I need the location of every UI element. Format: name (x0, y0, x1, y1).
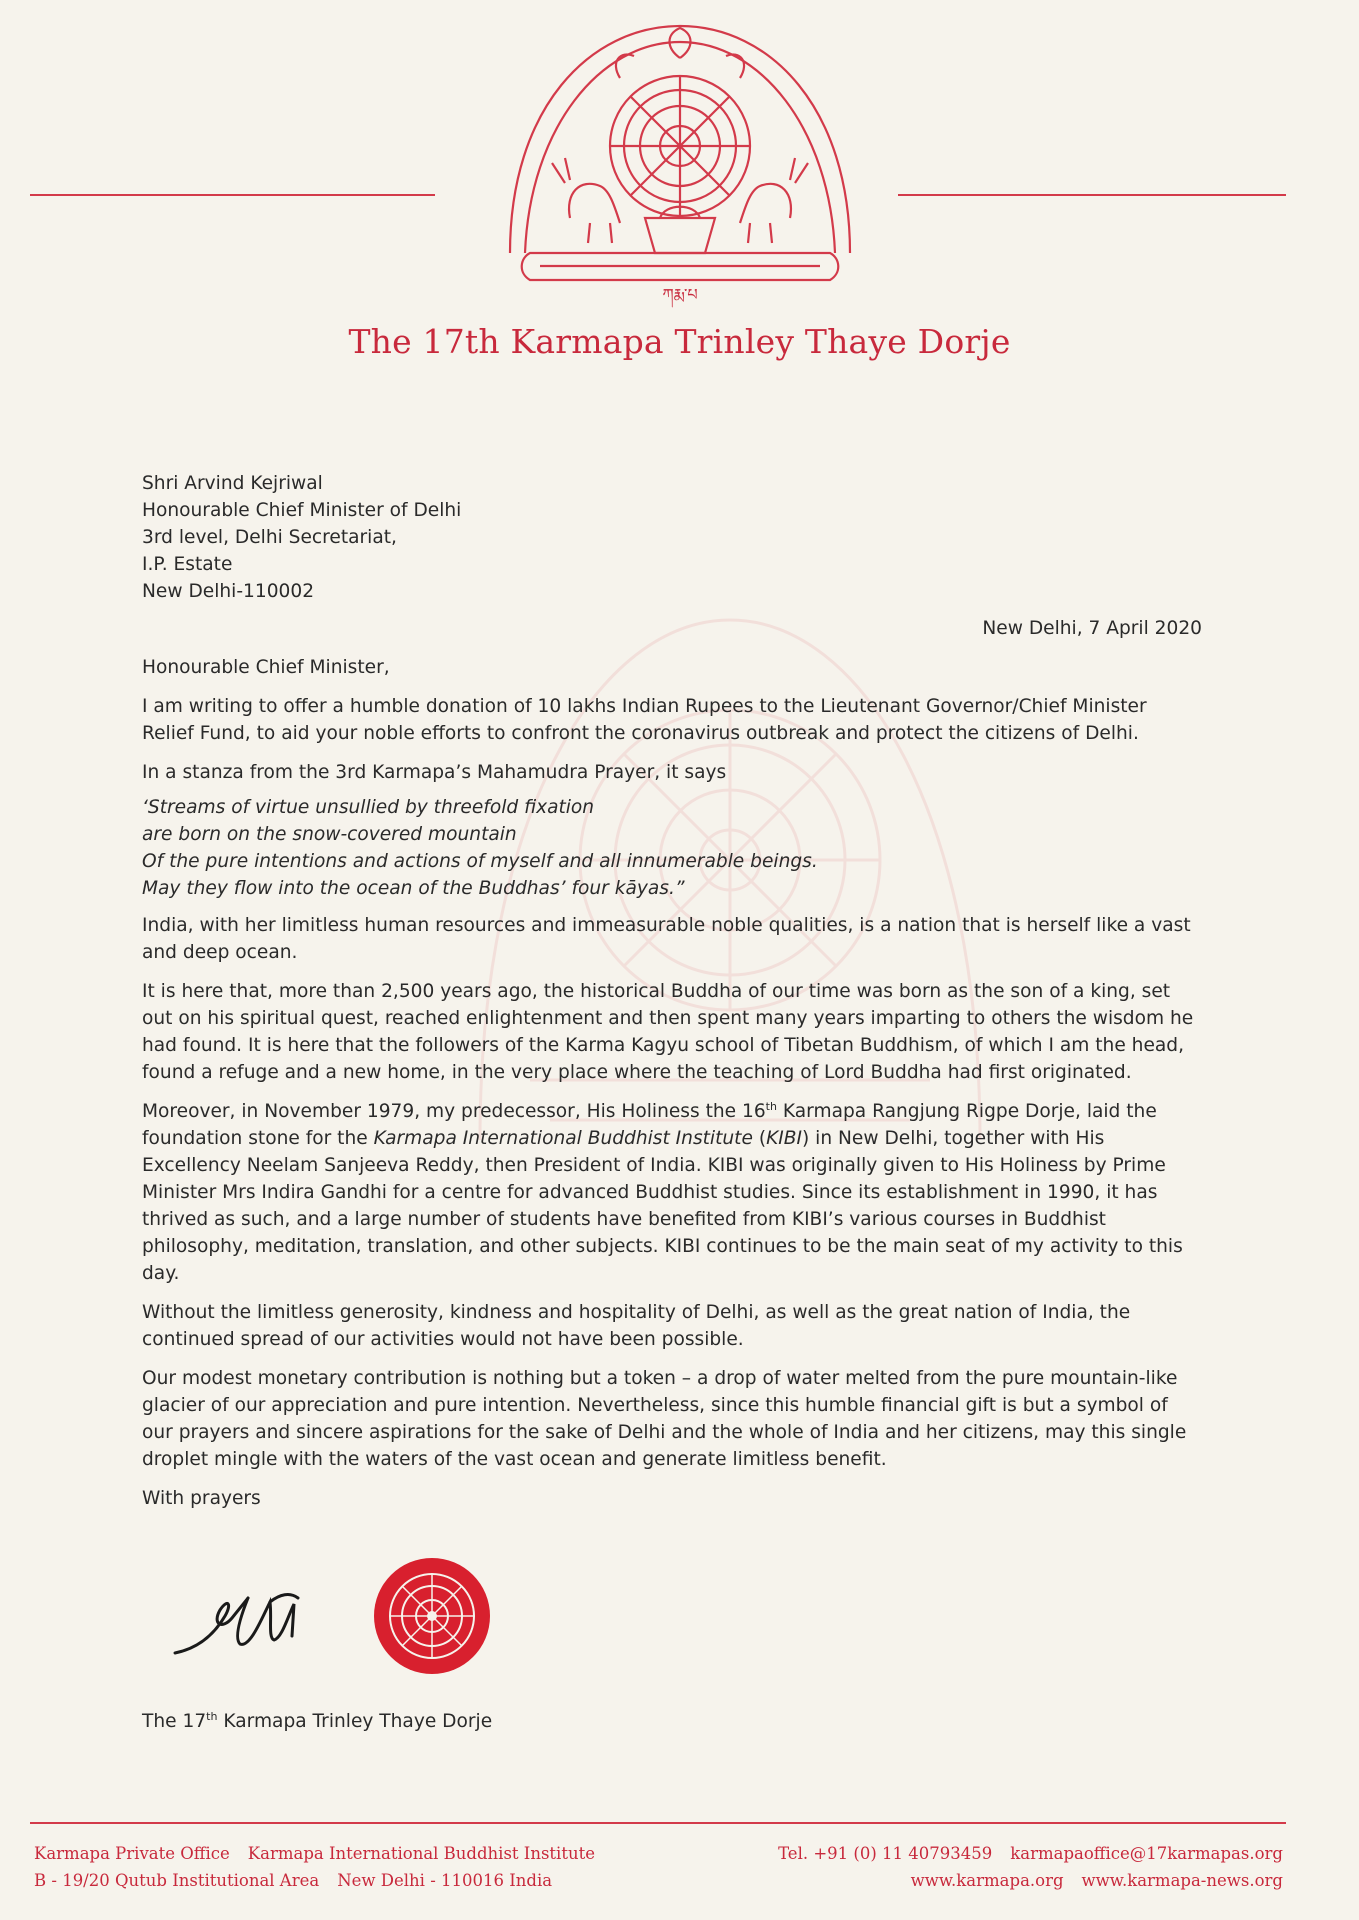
letter-body (142, 470, 1202, 1524)
recipient-address-line2: I.P. Estate (142, 554, 233, 575)
paragraph-gratitude: Without the limitless generosity, kindness and hospitality of Delhi, as well as the great nation of India, the continued spread of our activities would not have been possible. (142, 1302, 1131, 1350)
recipient-address-line3: New Delhi-110002 (142, 581, 315, 602)
handwritten-signature (175, 1595, 298, 1653)
quote-line: ‘Streams of virtue unsullied by threefold fixation (142, 797, 595, 818)
header-rule-right (898, 194, 1286, 196)
prayer-quote (142, 794, 1202, 902)
footer-website-link[interactable]: www.karmapa.org (910, 1871, 1064, 1890)
karmapa-crest-emblem (470, 18, 890, 308)
crest-caption: ཀརྨ་པ (662, 285, 698, 304)
quote-line: May they flow into the ocean of the Buddhas’ four kāyas.” (142, 878, 685, 899)
paragraph-kibi: Moreover, in November 1979, my predecessor, His Holiness the 16th Karmapa Rangjung Rigpe Dorje, laid the foundation stone for the Karmapa International Buddhist Institute (KIBI) in New Delhi, together with His Excellency Neelam Sanjeeva Reddy, then President of India. KIBI was originally given to His Holiness by Prime Minister Mrs Indira Gandhi for a centre for advanced Buddhist studies. Since its establishment in 1990, it has thrived as such, and a large number of students have benefited from KIBI’s various courses in Buddhist philosophy, meditation, translation, and other subjects. KIBI continues to be the main seat of my activity to this day. (142, 1099, 1183, 1284)
paragraph-contribution: Our modest monetary contribution is nothing but a token – a drop of water melted from the pure mountain-like glacier of our appreciation and pure intention. Nevertheless, since this humble financial gift is but a symbol of our prayers and sincere aspirations for the sake of Delhi and the whole of India and her citizens, may this single droplet mingle with the waters of the vast ocean and generate limitless benefit. (142, 1368, 1187, 1470)
recipient-name: Shri Arvind Kejriwal (142, 473, 323, 494)
signatory-name: The 17th Karmapa Trinley Thaye Dorje (142, 1709, 493, 1732)
quote-line: Of the pure intentions and actions of myself and all innumerable beings. (142, 851, 818, 872)
footer-city: New Delhi - 110016 India (337, 1871, 553, 1890)
recipient-address (142, 470, 1202, 605)
dateline: New Delhi, 7 April 2020 (982, 618, 1202, 639)
footer-tel: Tel. +91 (0) 11 40793459 (778, 1844, 993, 1863)
footer-email-link[interactable]: karmapaoffice@17karmapas.org (1010, 1844, 1283, 1863)
closing: With prayers (142, 1488, 261, 1509)
footer-office: Karmapa Private Office (34, 1844, 230, 1863)
footer-institute: Karmapa International Buddhist Institute (247, 1844, 595, 1863)
footer-street: B - 19/20 Qutub Institutional Area (34, 1871, 320, 1890)
salutation: Honourable Chief Minister, (142, 657, 390, 678)
recipient-address-line1: 3rd level, Delhi Secretariat, (142, 527, 397, 548)
letterhead-title: The 17th Karmapa Trinley Thaye Dorje (348, 322, 1011, 361)
footer-address (34, 1840, 595, 1894)
red-seal-stamp (374, 1558, 490, 1674)
quote-line: are born on the snow-covered mountain (142, 824, 517, 845)
footer-contact (778, 1840, 1283, 1894)
paragraph-prayer-intro: In a stanza from the 3rd Karmapa’s Mahamudra Prayer, it says (142, 762, 727, 783)
paragraph-history: It is here that, more than 2,500 years ago, the historical Buddha of our time was born as the son of a king, set out on his spiritual quest, reached enlightenment and then spent many years imparting to others the wisdom he had found. It is here that the followers of the Karma Kagyu school of Tibetan Buddhism, of which I am the head, found a refuge and a new home, in the very place where the teaching of Lord Buddha had first originated. (142, 981, 1194, 1083)
signature-and-seal (170, 1558, 510, 1678)
paragraph-donation: I am writing to offer a humble donation of 10 lakhs Indian Rupees to the Lieutenant Governor/Chief Minister Relief Fund, to aid your noble efforts to confront the coronavirus outbreak and protect the citizens of Delhi. (142, 696, 1147, 744)
footer-news-link[interactable]: www.karmapa-news.org (1081, 1871, 1283, 1890)
header-rule-left (30, 194, 435, 196)
footer-rule (30, 1822, 1286, 1824)
recipient-position: Honourable Chief Minister of Delhi (142, 500, 462, 521)
paragraph-india: India, with her limitless human resources and immeasurable noble qualities, is a nation that is herself like a vast and deep ocean. (142, 915, 1191, 963)
